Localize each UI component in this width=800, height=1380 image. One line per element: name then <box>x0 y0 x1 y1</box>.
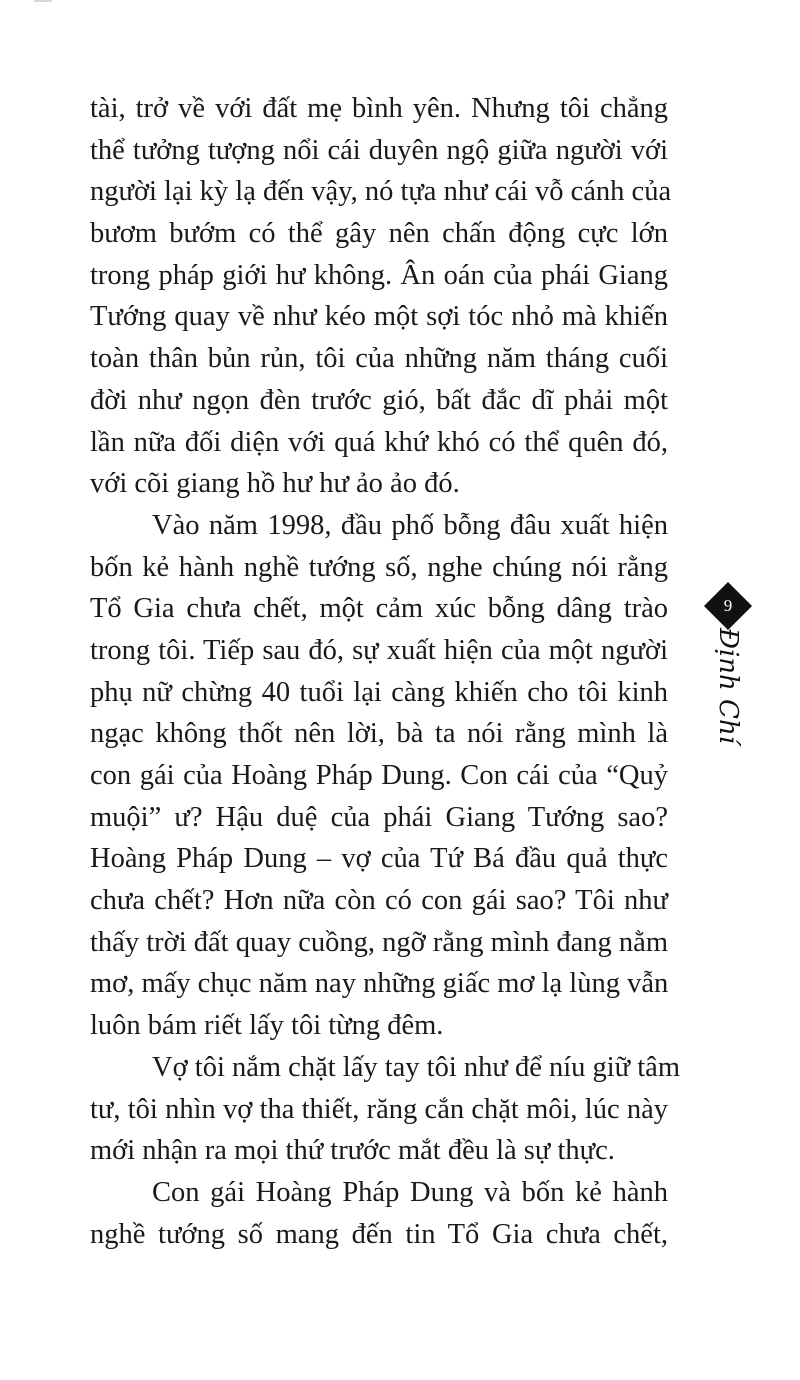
text-line: phụ nữ chừng 40 tuổi lại càng khiến cho tôi kinh <box>90 676 668 708</box>
paragraph <box>90 1047 680 1172</box>
text-line: với cõi giang hồ hư hư ảo ảo đó. <box>90 468 460 500</box>
paragraph <box>90 1172 668 1255</box>
paragraph <box>90 505 668 1047</box>
page-edge-mark <box>34 0 52 2</box>
text-line: thể tưởng tượng nổi cái duyên ngộ giữa người với <box>90 134 668 166</box>
text-line: ngạc không thốt nên lời, bà ta nói rằng mình là <box>90 718 668 750</box>
text-line: mơ, mấy chục năm nay những giấc mơ lạ lùng vẫn <box>90 968 669 1000</box>
text-line: Con gái Hoàng Pháp Dung và bốn kẻ hành <box>152 1176 668 1208</box>
text-line: toàn thân bủn rủn, tôi của những năm tháng cuối <box>90 343 668 375</box>
text-line: muội” ư? Hậu duệ của phái Giang Tướng sao? <box>90 801 668 833</box>
text-line: Tướng quay về như kéo một sợi tóc nhỏ mà khiến <box>90 301 668 333</box>
page-number: 9 <box>723 596 733 615</box>
paragraph <box>90 88 672 505</box>
page-number-marker <box>706 584 750 628</box>
text-line: bươm bướm có thể gây nên chấn động cực lớn <box>90 218 668 250</box>
text-line: luôn bám riết lấy tôi từng đêm. <box>90 1010 444 1042</box>
text-line: mới nhận ra mọi thứ trước mắt đều là sự thực. <box>90 1135 615 1167</box>
text-line: người lại kỳ lạ đến vậy, nó tựa như cái vỗ cánh của <box>90 176 672 208</box>
text-line: tài, trở về với đất mẹ bình yên. Nhưng tôi chẳng <box>90 93 668 124</box>
text-line: lần nữa đối diện với quá khứ khó có thể quên đó, <box>90 426 668 458</box>
text-line: tư, tôi nhìn vợ tha thiết, răng cắn chặt môi, lúc này <box>90 1093 668 1125</box>
text-line: nghề tướng số mang đến tin Tổ Gia chưa chết, <box>90 1218 668 1250</box>
book-page-body <box>90 88 680 1255</box>
text-line: trong tôi. Tiếp sau đó, sự xuất hiện của một người <box>90 634 668 666</box>
text-line: Vợ tôi nắm chặt lấy tay tôi như để níu giữ tâm <box>152 1051 680 1083</box>
text-line: đời như ngọn đèn trước gió, bất đắc dĩ phải một <box>90 384 668 416</box>
text-line: Hoàng Pháp Dung – vợ của Tứ Bá đầu quả thực <box>90 843 668 875</box>
text-line: Vào năm 1998, đầu phố bỗng đâu xuất hiện <box>152 509 668 541</box>
text-line: trong pháp giới hư không. Ân oán của phái Giang <box>90 259 668 291</box>
text-line: bốn kẻ hành nghề tướng số, nghe chúng nói rằng <box>90 551 668 583</box>
text-line: con gái của Hoàng Pháp Dung. Con cái của “Quỷ <box>90 760 668 791</box>
text-line: chưa chết? Hơn nữa còn có con gái sao? Tôi như <box>90 885 668 917</box>
text-line: thấy trời đất quay cuồng, ngỡ rằng mình đang nằm <box>90 926 668 958</box>
running-title <box>706 627 750 745</box>
running-title-text: Định Chí <box>713 627 743 745</box>
text-line: Tổ Gia chưa chết, một cảm xúc bỗng dâng trào <box>90 593 668 625</box>
